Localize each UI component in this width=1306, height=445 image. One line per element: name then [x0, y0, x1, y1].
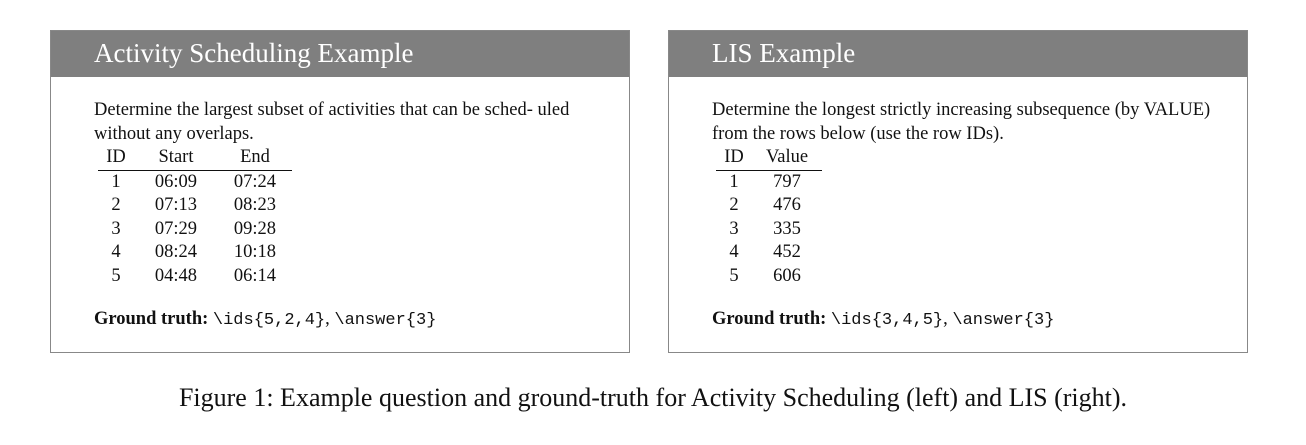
table-cell: 1	[729, 171, 739, 192]
lis-table	[716, 146, 822, 288]
table-cell: 5	[111, 265, 121, 286]
table-row	[716, 194, 822, 218]
table-cell: 07:13	[154, 195, 198, 215]
table-row	[98, 265, 292, 289]
ground-truth-label: Ground truth:	[94, 309, 209, 329]
column-header: ID	[724, 147, 744, 167]
table-cell: 08:24	[154, 242, 198, 262]
question-text: Determine the longest strictly increasing subsequence (by VALUE) from the rows below (use the row IDs).	[712, 100, 1211, 144]
ground-truth	[712, 308, 1247, 333]
table-cell: 07:24	[233, 171, 277, 192]
table-row	[716, 170, 822, 194]
ground-truth-ids: \ids{3,4,5}	[830, 311, 944, 330]
table-row	[98, 218, 292, 242]
table-cell: 335	[773, 218, 801, 239]
table-row	[98, 170, 292, 194]
table-cell: 2	[729, 195, 739, 215]
activity-table	[98, 146, 292, 288]
table-row	[716, 265, 822, 289]
table-cell: 606	[773, 265, 801, 286]
ground-truth	[94, 308, 629, 333]
table-row	[716, 218, 822, 242]
column-header: Start	[158, 147, 194, 167]
table-cell: 797	[773, 171, 801, 192]
question-text: Determine the largest subset of activities that can be sched- uled without any overlaps.	[94, 100, 570, 144]
table-cell: 2	[111, 195, 121, 215]
table-cell: 4	[111, 242, 121, 262]
ground-truth-answer: \answer{3}	[334, 311, 437, 330]
table-cell: 3	[111, 218, 121, 239]
table-cell: 08:23	[233, 195, 277, 215]
table-cell: 452	[773, 242, 801, 262]
separator: ,	[325, 309, 335, 329]
activity-scheduling-panel	[50, 30, 630, 353]
table-cell: 06:09	[154, 171, 198, 192]
ground-truth-label: Ground truth:	[712, 309, 827, 329]
table-cell: 5	[729, 265, 739, 286]
table-cell: 1	[111, 171, 121, 192]
table-cell: 04:48	[154, 265, 198, 286]
table-row	[98, 194, 292, 218]
column-header: Value	[765, 147, 809, 167]
table-cell: 06:14	[233, 265, 277, 286]
table-cell: 10:18	[233, 242, 277, 262]
panel-title: Activity Scheduling Example	[51, 31, 629, 77]
table-cell: 4	[729, 242, 739, 262]
table-cell: 07:29	[154, 218, 198, 239]
column-header: End	[240, 147, 270, 167]
lis-panel	[668, 30, 1248, 353]
table-cell: 3	[729, 218, 739, 239]
table-row	[98, 241, 292, 265]
figure-caption: Figure 1: Example question and ground-truth for Activity Scheduling (left) and LIS (right).	[178, 383, 1128, 412]
table-cell: 476	[773, 195, 801, 215]
table-cell: 09:28	[233, 218, 277, 239]
ground-truth-ids: \ids{5,2,4}	[212, 311, 326, 330]
table-row	[716, 241, 822, 265]
ground-truth-answer: \answer{3}	[952, 311, 1055, 330]
column-header: ID	[106, 147, 126, 167]
separator: ,	[943, 309, 953, 329]
panel-title: LIS Example	[669, 31, 1247, 77]
